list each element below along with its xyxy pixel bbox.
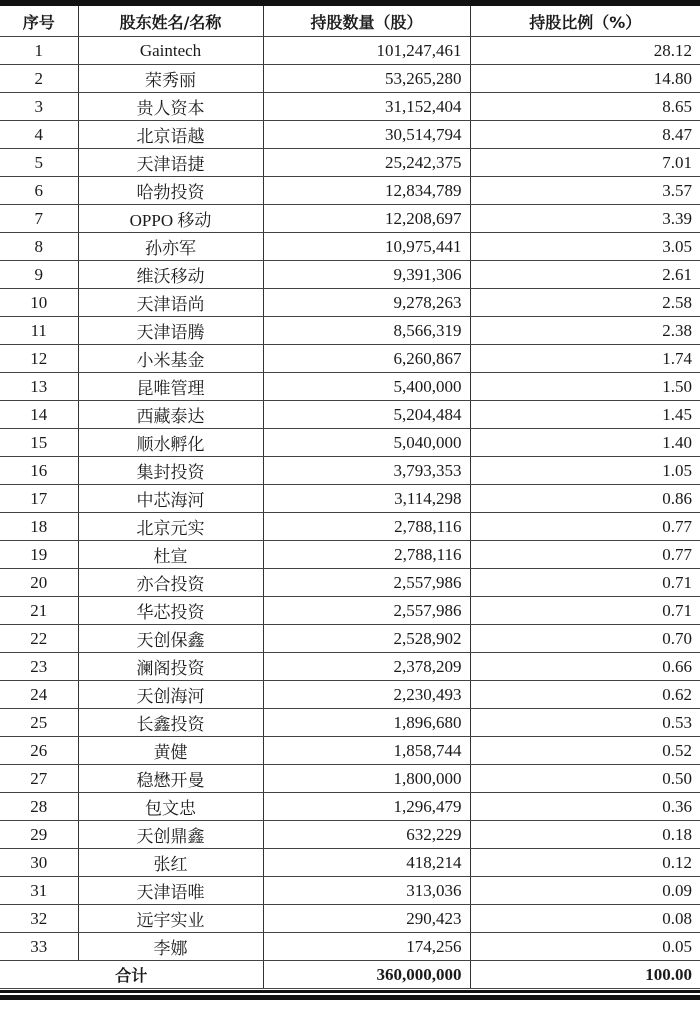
row-index: 31 (0, 877, 78, 905)
table-row (0, 65, 700, 93)
row-index: 12 (0, 345, 78, 373)
shareholder-name: 远宇实业 (78, 905, 263, 933)
shareholder-name: 天创鼎鑫 (78, 821, 263, 849)
share-count: 3,114,298 (263, 485, 470, 513)
share-count: 2,378,209 (263, 653, 470, 681)
table-row (0, 569, 700, 597)
shareholder-name: 维沃移动 (78, 261, 263, 289)
row-index: 13 (0, 373, 78, 401)
share-count: 12,208,697 (263, 205, 470, 233)
share-count: 30,514,794 (263, 121, 470, 149)
shareholder-name: 杜宣 (78, 541, 263, 569)
share-count: 632,229 (263, 821, 470, 849)
share-count: 2,557,986 (263, 569, 470, 597)
table-row (0, 541, 700, 569)
table-row (0, 681, 700, 709)
share-count: 2,788,116 (263, 513, 470, 541)
share-percentage: 8.47 (470, 121, 700, 149)
share-count: 1,296,479 (263, 793, 470, 821)
share-count: 5,040,000 (263, 429, 470, 457)
table-header-row (0, 6, 700, 37)
share-percentage: 0.62 (470, 681, 700, 709)
share-count: 9,391,306 (263, 261, 470, 289)
row-index: 27 (0, 765, 78, 793)
shareholder-name: OPPO 移动 (78, 205, 263, 233)
share-count: 5,204,484 (263, 401, 470, 429)
row-index: 11 (0, 317, 78, 345)
share-percentage: 0.71 (470, 597, 700, 625)
table-total-row (0, 961, 700, 989)
share-count: 8,566,319 (263, 317, 470, 345)
share-percentage: 0.77 (470, 541, 700, 569)
row-index: 8 (0, 233, 78, 261)
share-percentage: 0.66 (470, 653, 700, 681)
shareholder-name: 天津语腾 (78, 317, 263, 345)
header-share-count: 持股数量（股） (263, 6, 470, 37)
table-row (0, 205, 700, 233)
header-shareholder-name: 股东姓名/名称 (78, 6, 263, 37)
row-index: 32 (0, 905, 78, 933)
shareholder-name: 天创保鑫 (78, 625, 263, 653)
shareholder-name: 华芯投资 (78, 597, 263, 625)
table-row (0, 513, 700, 541)
shareholder-name: 集封投资 (78, 457, 263, 485)
table-row (0, 177, 700, 205)
table-row (0, 485, 700, 513)
share-count: 2,557,986 (263, 597, 470, 625)
share-percentage: 0.86 (470, 485, 700, 513)
share-percentage: 1.74 (470, 345, 700, 373)
shareholder-name: 荣秀丽 (78, 65, 263, 93)
table-row (0, 261, 700, 289)
share-percentage: 0.18 (470, 821, 700, 849)
share-count: 2,528,902 (263, 625, 470, 653)
share-count: 313,036 (263, 877, 470, 905)
table-row (0, 933, 700, 961)
share-percentage: 0.50 (470, 765, 700, 793)
row-index: 19 (0, 541, 78, 569)
shareholder-name: 澜阁投资 (78, 653, 263, 681)
share-count: 3,793,353 (263, 457, 470, 485)
table-row (0, 737, 700, 765)
row-index: 5 (0, 149, 78, 177)
share-percentage: 3.05 (470, 233, 700, 261)
shareholder-name: 亦合投资 (78, 569, 263, 597)
share-percentage: 0.09 (470, 877, 700, 905)
shareholder-name: 顺水孵化 (78, 429, 263, 457)
share-percentage: 3.57 (470, 177, 700, 205)
table-row (0, 653, 700, 681)
share-percentage: 0.36 (470, 793, 700, 821)
table-row (0, 373, 700, 401)
shareholder-name: 昆唯管理 (78, 373, 263, 401)
table-row (0, 149, 700, 177)
share-count: 1,858,744 (263, 737, 470, 765)
table-row (0, 821, 700, 849)
table-row (0, 905, 700, 933)
shareholder-name: 哈勃投资 (78, 177, 263, 205)
total-label: 合计 (0, 961, 263, 989)
shareholder-name: 张红 (78, 849, 263, 877)
row-index: 10 (0, 289, 78, 317)
share-percentage: 0.53 (470, 709, 700, 737)
table-row (0, 597, 700, 625)
share-percentage: 7.01 (470, 149, 700, 177)
shareholder-name: 西藏泰达 (78, 401, 263, 429)
shareholder-name: 贵人资本 (78, 93, 263, 121)
shareholder-name: Gaintech (78, 37, 263, 65)
shareholder-name: 李娜 (78, 933, 263, 961)
share-percentage: 14.80 (470, 65, 700, 93)
share-count: 101,247,461 (263, 37, 470, 65)
row-index: 15 (0, 429, 78, 457)
row-index: 28 (0, 793, 78, 821)
share-percentage: 0.12 (470, 849, 700, 877)
row-index: 21 (0, 597, 78, 625)
header-share-percentage: 持股比例（%） (470, 6, 700, 37)
row-index: 9 (0, 261, 78, 289)
share-count: 2,230,493 (263, 681, 470, 709)
share-count: 53,265,280 (263, 65, 470, 93)
share-percentage: 0.08 (470, 905, 700, 933)
table-row (0, 345, 700, 373)
table-row (0, 429, 700, 457)
table-row (0, 877, 700, 905)
row-index: 17 (0, 485, 78, 513)
share-percentage: 28.12 (470, 37, 700, 65)
table-row (0, 457, 700, 485)
share-percentage: 1.40 (470, 429, 700, 457)
share-percentage: 2.58 (470, 289, 700, 317)
share-percentage: 1.50 (470, 373, 700, 401)
row-index: 2 (0, 65, 78, 93)
share-percentage: 2.61 (470, 261, 700, 289)
table-body (0, 37, 700, 961)
share-count: 9,278,263 (263, 289, 470, 317)
table-row (0, 401, 700, 429)
shareholder-table (0, 6, 700, 989)
row-index: 20 (0, 569, 78, 597)
row-index: 3 (0, 93, 78, 121)
share-percentage: 2.38 (470, 317, 700, 345)
table-row (0, 121, 700, 149)
share-count: 12,834,789 (263, 177, 470, 205)
share-count: 174,256 (263, 933, 470, 961)
table-row (0, 93, 700, 121)
total-shares: 360,000,000 (263, 961, 470, 989)
share-percentage: 1.45 (470, 401, 700, 429)
shareholder-name: 孙亦军 (78, 233, 263, 261)
share-count: 6,260,867 (263, 345, 470, 373)
table-row (0, 37, 700, 65)
row-index: 24 (0, 681, 78, 709)
shareholder-name: 天津语捷 (78, 149, 263, 177)
shareholder-name: 天创海河 (78, 681, 263, 709)
share-percentage: 0.05 (470, 933, 700, 961)
share-percentage: 3.39 (470, 205, 700, 233)
shareholder-name: 北京语越 (78, 121, 263, 149)
table-row (0, 317, 700, 345)
shareholder-name: 稳懋开曼 (78, 765, 263, 793)
table-row (0, 625, 700, 653)
shareholder-name: 黄健 (78, 737, 263, 765)
share-count: 1,800,000 (263, 765, 470, 793)
total-percentage: 100.00 (470, 961, 700, 989)
shareholder-name: 包文忠 (78, 793, 263, 821)
row-index: 30 (0, 849, 78, 877)
shareholder-name: 北京元实 (78, 513, 263, 541)
share-percentage: 1.05 (470, 457, 700, 485)
row-index: 18 (0, 513, 78, 541)
row-index: 25 (0, 709, 78, 737)
share-percentage: 0.52 (470, 737, 700, 765)
row-index: 6 (0, 177, 78, 205)
row-index: 4 (0, 121, 78, 149)
row-index: 7 (0, 205, 78, 233)
shareholder-name: 中芯海河 (78, 485, 263, 513)
share-count: 31,152,404 (263, 93, 470, 121)
header-index: 序号 (0, 6, 78, 37)
row-index: 23 (0, 653, 78, 681)
table-row (0, 233, 700, 261)
shareholder-name: 长鑫投资 (78, 709, 263, 737)
share-count: 1,896,680 (263, 709, 470, 737)
share-percentage: 0.71 (470, 569, 700, 597)
row-index: 16 (0, 457, 78, 485)
table-row (0, 849, 700, 877)
share-count: 10,975,441 (263, 233, 470, 261)
row-index: 29 (0, 821, 78, 849)
shareholder-name: 天津语唯 (78, 877, 263, 905)
table-row (0, 765, 700, 793)
share-percentage: 0.77 (470, 513, 700, 541)
row-index: 14 (0, 401, 78, 429)
table-bottom-double-rule (0, 990, 700, 1000)
share-count: 25,242,375 (263, 149, 470, 177)
table-row (0, 793, 700, 821)
share-percentage: 0.70 (470, 625, 700, 653)
table-row (0, 289, 700, 317)
table-row (0, 709, 700, 737)
row-index: 1 (0, 37, 78, 65)
row-index: 26 (0, 737, 78, 765)
share-count: 290,423 (263, 905, 470, 933)
share-percentage: 8.65 (470, 93, 700, 121)
row-index: 22 (0, 625, 78, 653)
share-count: 2,788,116 (263, 541, 470, 569)
row-index: 33 (0, 933, 78, 961)
shareholder-name: 小米基金 (78, 345, 263, 373)
share-count: 5,400,000 (263, 373, 470, 401)
share-count: 418,214 (263, 849, 470, 877)
shareholder-name: 天津语尚 (78, 289, 263, 317)
